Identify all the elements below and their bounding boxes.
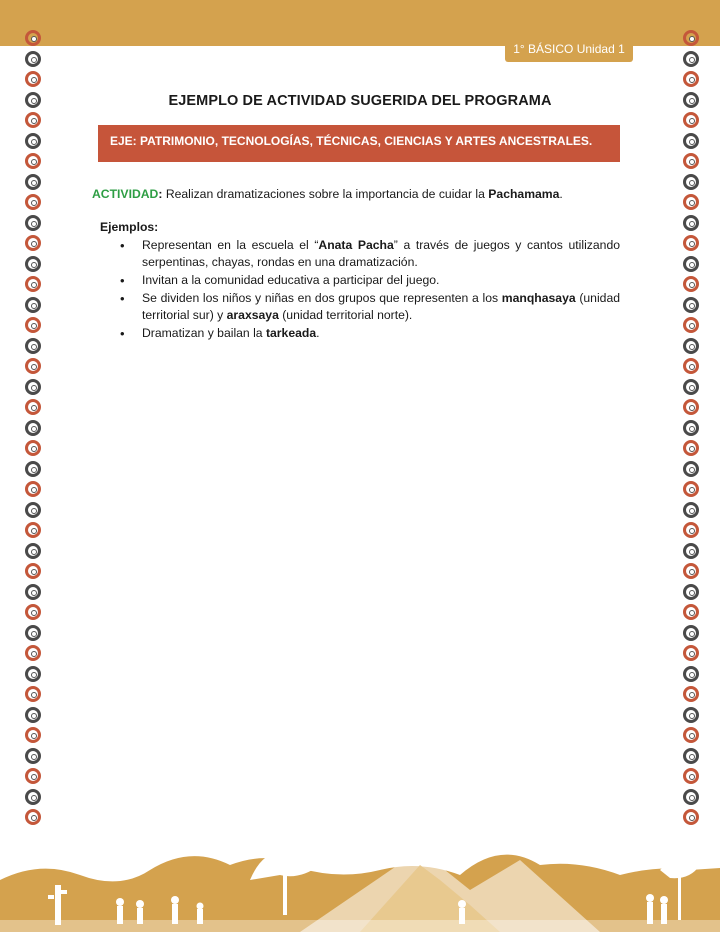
border-motif-icon: [683, 235, 699, 251]
border-motif-icon: [683, 30, 699, 46]
border-motif-icon: [683, 174, 699, 190]
border-motif-icon: [25, 317, 41, 333]
border-motif-icon: [683, 645, 699, 661]
border-motif-icon: [683, 71, 699, 87]
border-motif-icon: [683, 563, 699, 579]
border-motif-icon: [683, 666, 699, 682]
border-motif-icon: [683, 543, 699, 559]
list-item: • Invitan a la comunidad educativa a participar del juego.: [118, 272, 620, 289]
border-motif-icon: [25, 153, 41, 169]
ejemplos-label: Ejemplos:: [100, 220, 159, 234]
border-motif-icon: [25, 543, 41, 559]
border-motif-icon: [25, 645, 41, 661]
list-item: • Dramatizan y bailan la tarkeada.: [118, 325, 620, 342]
border-motif-icon: [25, 502, 41, 518]
border-motif-icon: [683, 625, 699, 641]
border-motif-icon: [25, 727, 41, 743]
border-motif-icon: [25, 51, 41, 67]
border-motif-icon: [25, 235, 41, 251]
border-motif-icon: [683, 338, 699, 354]
border-motif-icon: [25, 420, 41, 436]
border-motif-icon: [25, 358, 41, 374]
border-motif-icon: [683, 256, 699, 272]
border-motif-icon: [25, 30, 41, 46]
border-motif-icon: [25, 133, 41, 149]
border-motif-icon: [25, 174, 41, 190]
actividad-term: Pachamama: [488, 187, 560, 201]
border-motif-icon: [25, 256, 41, 272]
border-motif-icon: [25, 338, 41, 354]
border-motif-icon: [25, 461, 41, 477]
border-motif-icon: [25, 604, 41, 620]
border-motif-icon: [25, 276, 41, 292]
border-motif-icon: [683, 153, 699, 169]
border-motif-icon: [25, 481, 41, 497]
border-motif-icon: [25, 194, 41, 210]
actividad-text: Realizan dramatizaciones sobre la importancia de cuidar la: [165, 187, 489, 201]
border-motif-icon: [25, 399, 41, 415]
border-motif-icon: [683, 276, 699, 292]
border-motif-icon: [683, 358, 699, 374]
border-motif-icon: [683, 215, 699, 231]
border-motif-icon: [25, 768, 41, 784]
border-motif-icon: [683, 317, 699, 333]
border-motif-icon: [683, 748, 699, 764]
border-motif-icon: [683, 604, 699, 620]
border-motif-icon: [683, 399, 699, 415]
border-motif-icon: [25, 666, 41, 682]
border-motif-icon: [683, 502, 699, 518]
border-motif-icon: [683, 297, 699, 313]
border-motif-icon: [25, 71, 41, 87]
border-motif-icon: [683, 194, 699, 210]
border-motif-icon: [683, 51, 699, 67]
border-motif-icon: [683, 686, 699, 702]
border-motif-icon: [683, 112, 699, 128]
landscape-footer-illustration: [0, 820, 720, 932]
border-motif-icon: [25, 748, 41, 764]
border-motif-icon: [683, 789, 699, 805]
border-motif-icon: [25, 215, 41, 231]
border-motif-icon: [25, 297, 41, 313]
border-motif-icon: [683, 707, 699, 723]
border-motif-icon: [683, 522, 699, 538]
actividad-line: ACTIVIDAD: Realizan dramatizaciones sobre la importancia de cuidar la Pachamama.: [92, 187, 563, 201]
border-motif-icon: [25, 440, 41, 456]
border-motif-icon: [25, 584, 41, 600]
border-motif-icon: [25, 707, 41, 723]
border-motif-icon: [683, 481, 699, 497]
page-title: EJEMPLO DE ACTIVIDAD SUGERIDA DEL PROGRAMA: [168, 93, 552, 109]
list-item: • Se dividen los niños y niñas en dos grupos que representen a los manqhasaya (unidad territorial sur) y araxsaya (unidad territorial norte).: [118, 290, 620, 324]
border-motif-icon: [683, 727, 699, 743]
actividad-label: ACTIVIDAD: [92, 187, 159, 201]
border-motif-icon: [25, 522, 41, 538]
border-motif-icon: [25, 686, 41, 702]
border-motif-icon: [683, 461, 699, 477]
border-motif-icon: [683, 133, 699, 149]
border-motif-icon: [25, 563, 41, 579]
border-motif-icon: [25, 379, 41, 395]
border-motif-icon: [683, 768, 699, 784]
border-motif-icon: [683, 420, 699, 436]
eje-banner: EJE: PATRIMONIO, TECNOLOGÍAS, TÉCNICAS, CIENCIAS Y ARTES ANCESTRALES.: [98, 125, 620, 162]
border-motif-icon: [25, 789, 41, 805]
right-border-pattern: [682, 30, 700, 830]
border-motif-icon: [25, 625, 41, 641]
border-motif-icon: [683, 379, 699, 395]
ejemplos-list: [118, 237, 620, 343]
border-motif-icon: [683, 584, 699, 600]
left-border-pattern: [24, 30, 42, 830]
list-item: • Representan en la escuela el “Anata Pacha” a través de juegos y cantos utilizando serpentinas, chayas, rondas en una dramatización.: [118, 237, 620, 271]
border-motif-icon: [683, 440, 699, 456]
border-motif-icon: [25, 112, 41, 128]
unit-tab: 1° BÁSICO Unidad 1: [505, 36, 633, 62]
